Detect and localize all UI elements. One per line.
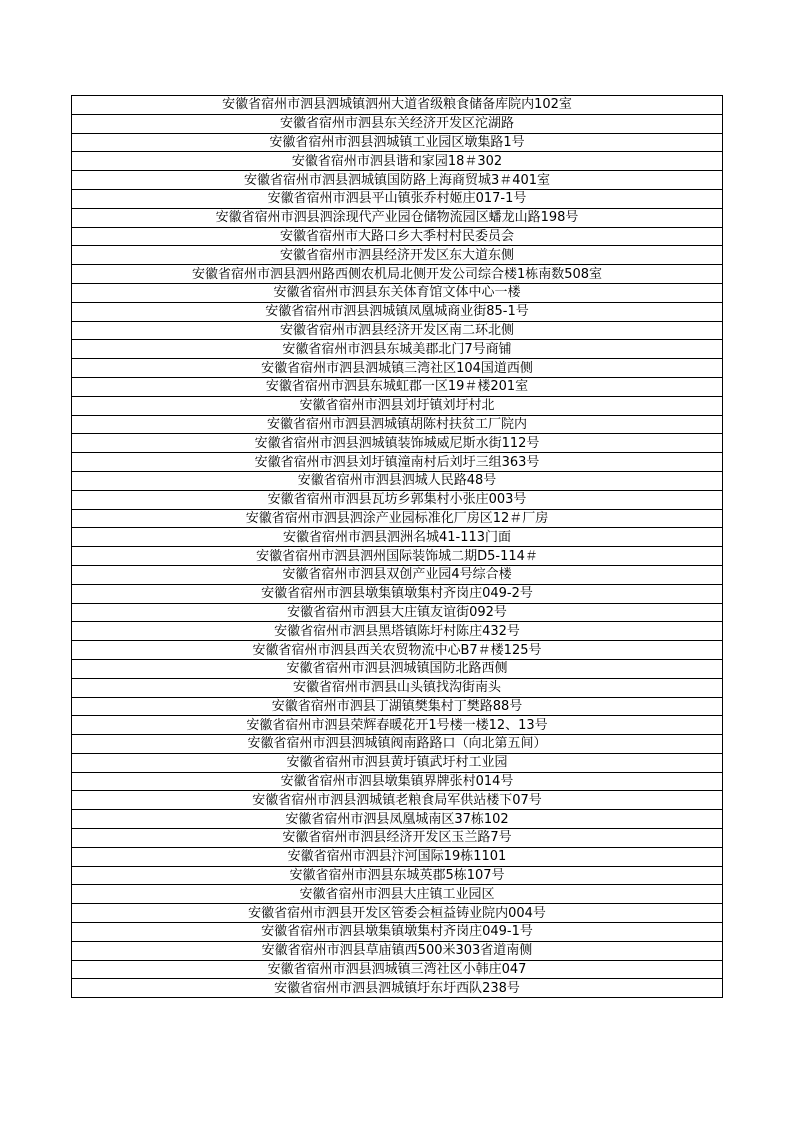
table-row bbox=[72, 772, 723, 791]
table-row bbox=[72, 96, 723, 115]
table-row bbox=[72, 735, 723, 754]
table-row bbox=[72, 923, 723, 942]
address-cell: 安徽省宿州市泗县墩集镇墩集村齐岗庄049-1号 bbox=[72, 923, 723, 942]
address-cell: 安徽省宿州市泗县东城美郡北门7号商铺 bbox=[72, 340, 723, 359]
address-table-body bbox=[72, 96, 723, 998]
table-row bbox=[72, 227, 723, 246]
address-cell: 安徽省宿州市泗县墩集镇墩集村齐岗庄049-2号 bbox=[72, 584, 723, 603]
address-cell: 安徽省宿州市泗县凤凰城南区37栋102 bbox=[72, 810, 723, 829]
address-cell: 安徽省宿州市泗县草庙镇西500米303省道南侧 bbox=[72, 941, 723, 960]
address-cell: 安徽省宿州市泗县瓦坊乡郭集村小张庄003号 bbox=[72, 490, 723, 509]
table-row bbox=[72, 490, 723, 509]
table-row bbox=[72, 791, 723, 810]
address-cell: 安徽省宿州市泗县墩集镇界牌张村014号 bbox=[72, 772, 723, 791]
address-cell: 安徽省宿州市泗县泗城镇国防北路西侧 bbox=[72, 659, 723, 678]
address-cell: 安徽省宿州市泗县汴河国际19栋1101 bbox=[72, 847, 723, 866]
table-row bbox=[72, 960, 723, 979]
table-row bbox=[72, 509, 723, 528]
address-cell: 安徽省宿州市泗县大庄镇工业园区 bbox=[72, 885, 723, 904]
table-row bbox=[72, 453, 723, 472]
table-row bbox=[72, 434, 723, 453]
table-row bbox=[72, 866, 723, 885]
table-row bbox=[72, 415, 723, 434]
address-cell: 安徽省宿州市泗县泗城镇装饰城威尼斯水街112号 bbox=[72, 434, 723, 453]
table-row bbox=[72, 584, 723, 603]
table-row bbox=[72, 133, 723, 152]
address-cell: 安徽省宿州市泗县双创产业园4号综合楼 bbox=[72, 565, 723, 584]
address-cell: 安徽省宿州市泗县荣辉春暖花开1号楼一楼12、13号 bbox=[72, 716, 723, 735]
table-row bbox=[72, 941, 723, 960]
address-table bbox=[71, 95, 723, 998]
table-row bbox=[72, 979, 723, 998]
address-cell: 安徽省宿州市泗县经济开发区东大道东侧 bbox=[72, 246, 723, 265]
address-cell: 安徽省宿州市泗县黑塔镇陈圩村陈庄432号 bbox=[72, 622, 723, 641]
address-cell: 安徽省宿州市泗县泗城镇泗州大道省级粮食储备库院内102室 bbox=[72, 96, 723, 115]
table-row bbox=[72, 565, 723, 584]
table-row bbox=[72, 904, 723, 923]
address-cell: 安徽省宿州市泗县东城虹郡一区19＃楼201室 bbox=[72, 377, 723, 396]
address-cell: 安徽省宿州市泗县谐和家园18＃302 bbox=[72, 152, 723, 171]
table-row bbox=[72, 547, 723, 566]
address-cell: 安徽省宿州市泗县泗城镇凤凰城商业街85-1号 bbox=[72, 302, 723, 321]
table-row bbox=[72, 208, 723, 227]
table-row bbox=[72, 189, 723, 208]
address-cell: 安徽省宿州市泗县泗城镇工业园区墩集路1号 bbox=[72, 133, 723, 152]
table-row bbox=[72, 810, 723, 829]
table-row bbox=[72, 716, 723, 735]
address-cell: 安徽省宿州市泗县泗城镇老粮食局军供站楼下07号 bbox=[72, 791, 723, 810]
table-row bbox=[72, 603, 723, 622]
table-row bbox=[72, 641, 723, 660]
address-cell: 安徽省宿州市泗县泗城镇三湾社区104国道西侧 bbox=[72, 359, 723, 378]
table-row bbox=[72, 377, 723, 396]
table-row bbox=[72, 246, 723, 265]
table-row bbox=[72, 829, 723, 848]
address-cell: 安徽省宿州市泗县泗城镇国防路上海商贸城3＃401室 bbox=[72, 171, 723, 190]
table-row bbox=[72, 885, 723, 904]
address-cell: 安徽省宿州市泗县黄圩镇武圩村工业园 bbox=[72, 753, 723, 772]
address-cell: 安徽省宿州市泗县平山镇张乔村姬庄017-1号 bbox=[72, 189, 723, 208]
table-row bbox=[72, 265, 723, 284]
table-row bbox=[72, 340, 723, 359]
address-cell: 安徽省宿州市泗县泗城人民路48号 bbox=[72, 471, 723, 490]
address-cell: 安徽省宿州市泗县丁湖镇樊集村丁樊路88号 bbox=[72, 697, 723, 716]
table-row bbox=[72, 697, 723, 716]
table-row bbox=[72, 152, 723, 171]
address-cell: 安徽省宿州市泗县泗洲名城41-113门面 bbox=[72, 528, 723, 547]
address-cell: 安徽省宿州市泗县刘圩镇刘圩村北 bbox=[72, 396, 723, 415]
address-cell: 安徽省宿州市泗县泗城镇三湾社区小韩庄047 bbox=[72, 960, 723, 979]
address-cell: 安徽省宿州市泗县刘圩镇潼南村后刘圩三组363号 bbox=[72, 453, 723, 472]
table-row bbox=[72, 753, 723, 772]
address-cell: 安徽省宿州市泗县经济开发区玉兰路7号 bbox=[72, 829, 723, 848]
address-cell: 安徽省宿州市泗县泗州国际装饰城二期D5-114＃ bbox=[72, 547, 723, 566]
table-row bbox=[72, 283, 723, 302]
address-cell: 安徽省宿州市泗县山头镇找沟街南头 bbox=[72, 678, 723, 697]
address-cell: 安徽省宿州市泗县泗涂现代产业园仓储物流园区蟠龙山路198号 bbox=[72, 208, 723, 227]
table-row bbox=[72, 359, 723, 378]
table-row bbox=[72, 471, 723, 490]
table-row bbox=[72, 302, 723, 321]
table-row bbox=[72, 321, 723, 340]
address-cell: 安徽省宿州市泗县开发区管委会桓益铸业院内004号 bbox=[72, 904, 723, 923]
table-row bbox=[72, 396, 723, 415]
address-cell: 安徽省宿州市泗县泗城镇阀南路路口（向北第五间） bbox=[72, 735, 723, 754]
table-row bbox=[72, 622, 723, 641]
address-cell: 安徽省宿州市泗县经济开发区南二环北侧 bbox=[72, 321, 723, 340]
address-cell: 安徽省宿州市泗县西关农贸物流中心B7＃楼125号 bbox=[72, 641, 723, 660]
table-row bbox=[72, 114, 723, 133]
table-row bbox=[72, 847, 723, 866]
table-row bbox=[72, 528, 723, 547]
address-cell: 安徽省宿州市泗县泗涂产业园标准化厂房区12＃厂房 bbox=[72, 509, 723, 528]
table-row bbox=[72, 678, 723, 697]
address-cell: 安徽省宿州市大路口乡大季村村民委员会 bbox=[72, 227, 723, 246]
address-cell: 安徽省宿州市泗县泗州路西侧农机局北侧开发公司综合楼1栋南数508室 bbox=[72, 265, 723, 284]
table-row bbox=[72, 171, 723, 190]
table-row bbox=[72, 659, 723, 678]
address-cell: 安徽省宿州市泗县大庄镇友谊街092号 bbox=[72, 603, 723, 622]
address-cell: 安徽省宿州市泗县泗城镇圩东圩西队238号 bbox=[72, 979, 723, 998]
address-cell: 安徽省宿州市泗县东关体育馆文体中心一楼 bbox=[72, 283, 723, 302]
address-cell: 安徽省宿州市泗县东关经济开发区沱湖路 bbox=[72, 114, 723, 133]
address-cell: 安徽省宿州市泗县泗城镇胡陈村扶贫工厂院内 bbox=[72, 415, 723, 434]
address-cell: 安徽省宿州市泗县东城英郡5栋107号 bbox=[72, 866, 723, 885]
